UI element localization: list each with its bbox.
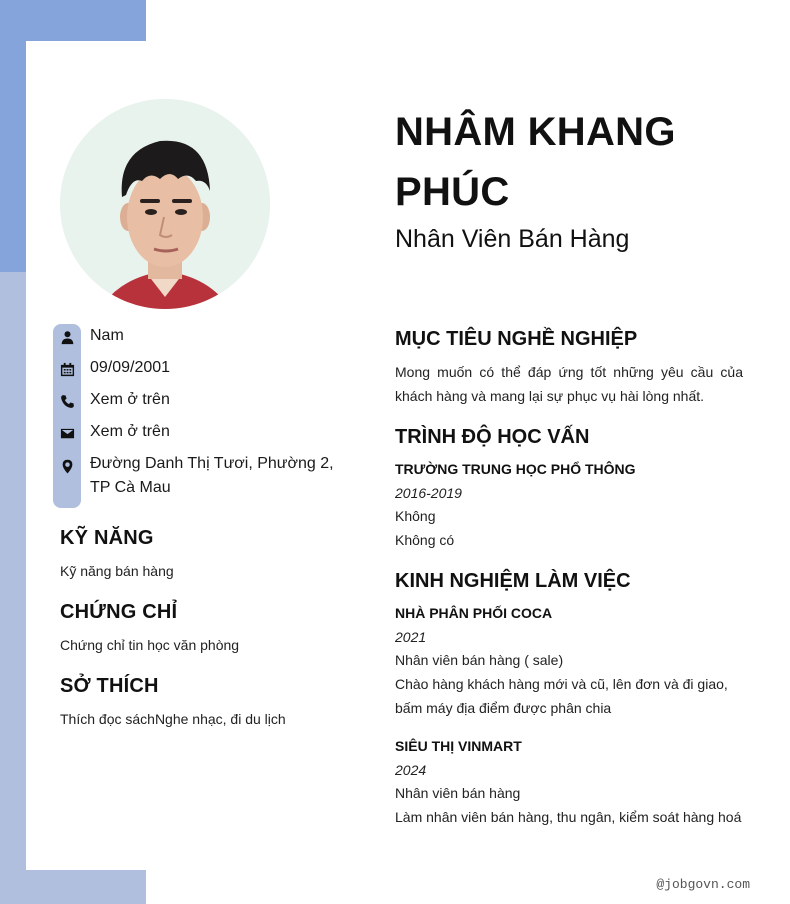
education-line1: Không xyxy=(395,508,436,524)
job-year: 2021 xyxy=(395,629,427,645)
certificates-heading: CHỨNG CHỈ xyxy=(60,601,178,623)
objective-heading: MỤC TIÊU NGHỀ NGHIỆP xyxy=(395,328,638,350)
job-company: NHÀ PHÂN PHỐI COCA xyxy=(395,605,553,621)
education-heading: TRÌNH ĐỘ HỌC VẤN xyxy=(395,426,590,448)
skills-heading: KỸ NĂNG xyxy=(60,527,154,549)
job-year: 2024 xyxy=(395,762,427,778)
contact-email: Xem ở trên xyxy=(90,423,170,440)
hobbies-heading: SỞ THÍCH xyxy=(60,675,159,697)
objective-text: Mong muốn có thể đáp ứng tốt những yêu cầu của khách hàng và mang lại sự phục vụ hài lòng nhất. xyxy=(395,364,743,404)
profile-photo xyxy=(60,99,270,309)
mail-icon xyxy=(60,426,75,441)
contact-dob: 09/09/2001 xyxy=(90,359,171,376)
job-company: SIÊU THỊ VINMART xyxy=(395,738,522,754)
phone-icon xyxy=(60,394,75,409)
candidate-name: NHÂM KHANG PHÚC xyxy=(395,110,676,214)
portrait-illustration xyxy=(60,99,270,309)
job-role: Nhân viên bán hàng xyxy=(395,785,521,801)
education-line2: Không có xyxy=(395,532,455,548)
contact-address: Đường Danh Thị Tươi, Phường 2, TP Cà Mau xyxy=(90,455,334,496)
education-school: TRƯỜNG TRUNG HỌC PHỔ THÔNG xyxy=(395,461,636,477)
location-pin-icon xyxy=(60,459,75,474)
experience-heading: KINH NGHIỆM LÀM VIỆC xyxy=(395,570,631,592)
footer-watermark: @jobgovn.com xyxy=(656,877,750,892)
contact-icon-bar xyxy=(53,324,81,508)
contact-gender: Nam xyxy=(90,327,124,344)
education-period: 2016-2019 xyxy=(395,485,462,501)
job-description: Làm nhân viên bán hàng, thu ngân, kiểm soát hàng hoá xyxy=(395,809,742,825)
contact-phone: Xem ở trên xyxy=(90,391,170,408)
skills-text: Kỹ năng bán hàng xyxy=(60,563,174,579)
job-role: Nhân viên bán hàng ( sale) xyxy=(395,652,564,668)
person-icon xyxy=(60,330,75,345)
hobbies-text: Thích đọc sáchNghe nhạc, đi du lịch xyxy=(60,711,286,727)
job-description: Chào hàng khách hàng mới và cũ, lên đơn và đi giao, bấm máy địa điểm được phân chia xyxy=(395,676,728,716)
calendar-icon xyxy=(60,362,75,377)
candidate-title: Nhân Viên Bán Hàng xyxy=(395,225,630,253)
certificates-text: Chứng chỉ tin học văn phòng xyxy=(60,637,240,653)
